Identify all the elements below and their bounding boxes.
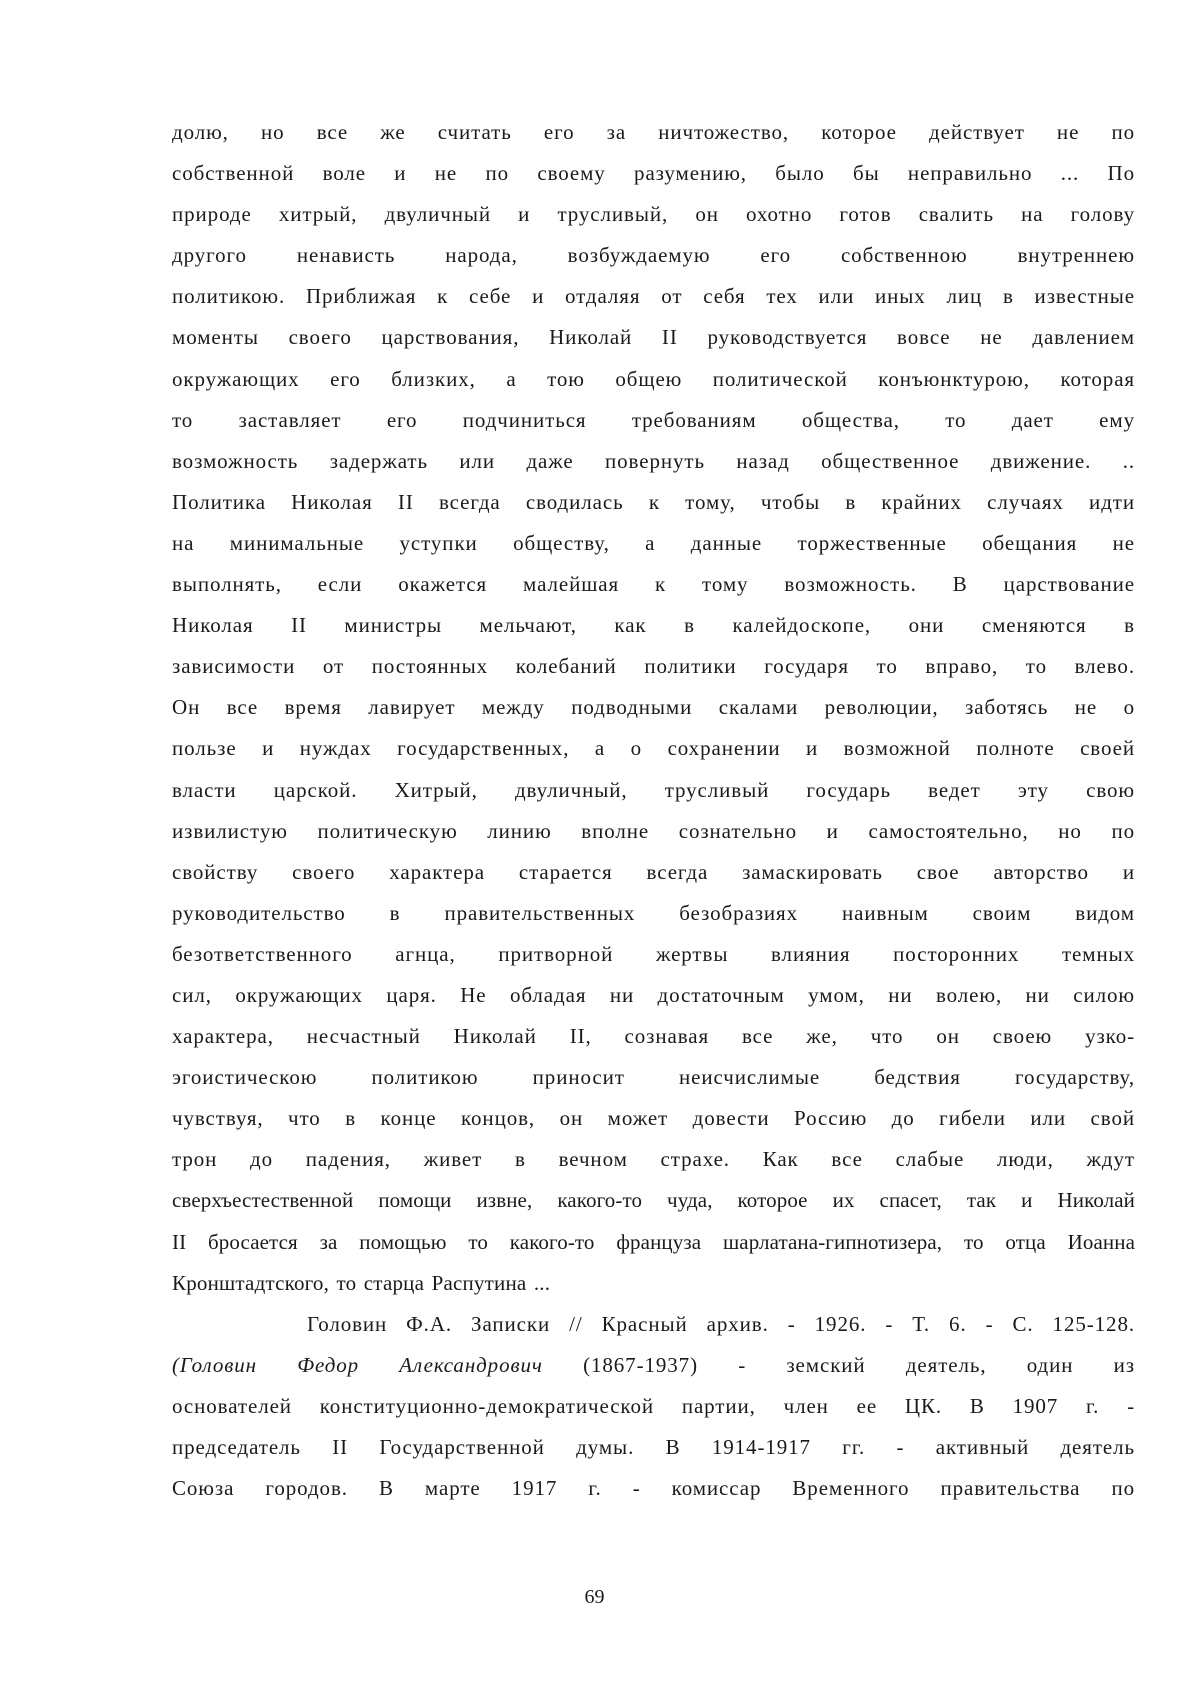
text-line: окружающих его близких, а тою общею политической конъюнктурою, которая (172, 366, 1135, 391)
bio-line: Союза городов. В марте 1917 г. - комиссар Временного правительства по (172, 1476, 1135, 1501)
text-line: сверхъестественной помощи извне, какого-то чуда, которое их спасет, так и Николай (172, 1188, 1135, 1213)
citation: Головин Ф.А. Записки // Красный архив. - 1926. - Т. 6. - С. 125-128. (307, 1311, 1135, 1336)
text-line: извилистую политическую линию вполне сознательно и самостоятельно, но по (172, 818, 1135, 843)
text-line: характера, несчастный Николай II, сознавая все же, что он своею узко- (172, 1024, 1135, 1049)
page-number: 69 (584, 1586, 605, 1608)
text-line: выполнять, если окажется малейшая к тому возможность. В царствование (172, 572, 1135, 597)
bio-line: основателей конституционно-демократической партии, член ее ЦК. В 1907 г. - (172, 1393, 1135, 1418)
text-line: свойству своего характера старается всегда замаскировать свое авторство и (172, 859, 1135, 884)
text-line: Николая II министры мельчают, как в калейдоскопе, они сменяются в (172, 613, 1135, 638)
text-line: политикою. Приближая к себе и отдаляя от себя тех или иных лиц в известные (172, 284, 1135, 309)
text-line: зависимости от постоянных колебаний политики государя то вправо, то влево. (172, 654, 1135, 679)
text-line: пользе и нуждах государственных, а о сохранении и возможной полноте своей (172, 736, 1135, 761)
text-line: власти царской. Хитрый, двуличный, трусливый государь ведет эту свою (172, 777, 1135, 802)
bio-line: председатель II Государственной думы. В 1914-1917 гг. - активный деятель (172, 1435, 1135, 1459)
bio-line-1-rest: (1867-1937) - земский деятель, один из (583, 1352, 1136, 1377)
text-line: то заставляет его подчиниться требованиям общества, то дает ему (172, 407, 1135, 432)
text-line: природе хитрый, двуличный и трусливый, он охотно готов свалить на голову (172, 202, 1135, 227)
body-text (172, 112, 1135, 1509)
text-line: собственной воле и не по своему разумению, было бы неправильно ... По (172, 161, 1135, 186)
bio-line-1 (172, 1345, 1135, 1386)
text-line: долю, но все же считать его за ничтожество, которое действует не по (172, 120, 1135, 144)
text-line: чувствуя, что в конце концов, он может довести Россию до гибели или свой (172, 1106, 1135, 1131)
text-line: возможность задержать или даже повернуть назад общественное движение. .. (172, 448, 1135, 473)
bio-name: (Головин Федор Александрович (172, 1352, 543, 1377)
text-line: Кронштадтского, то старца Распутина ... (172, 1270, 551, 1295)
text-line: II бросается за помощью то какого-то француза шарлатана-гипнотизера, то отца Иоанна (172, 1229, 1135, 1254)
text-line: на минимальные уступки обществу, а данные торжественные обещания не (172, 530, 1135, 555)
text-line: Он все время лавирует между подводными скалами революции, заботясь не о (172, 695, 1135, 720)
text-line: безответственного агнца, притворной жертвы влияния посторонних темных (172, 941, 1135, 966)
text-line: моменты своего царствования, Николай II руководствуется вовсе не давлением (172, 325, 1135, 350)
text-line: руководительство в правительственных безобразиях наивным своим видом (172, 900, 1135, 925)
text-line: Политика Николая II всегда сводилась к тому, чтобы в крайних случаях идти (172, 489, 1135, 514)
text-line: сил, окружающих царя. Не обладая ни достаточным умом, ни волею, ни силою (172, 982, 1135, 1007)
text-line: другого ненависть народа, возбуждаемую его собственною внутреннею (172, 243, 1135, 268)
text-line: трон до падения, живет в вечном страхе. Как все слабые люди, ждут (172, 1147, 1135, 1172)
text-line: эгоистическою политикою приносит неисчислимые бедствия государству, (172, 1065, 1135, 1090)
